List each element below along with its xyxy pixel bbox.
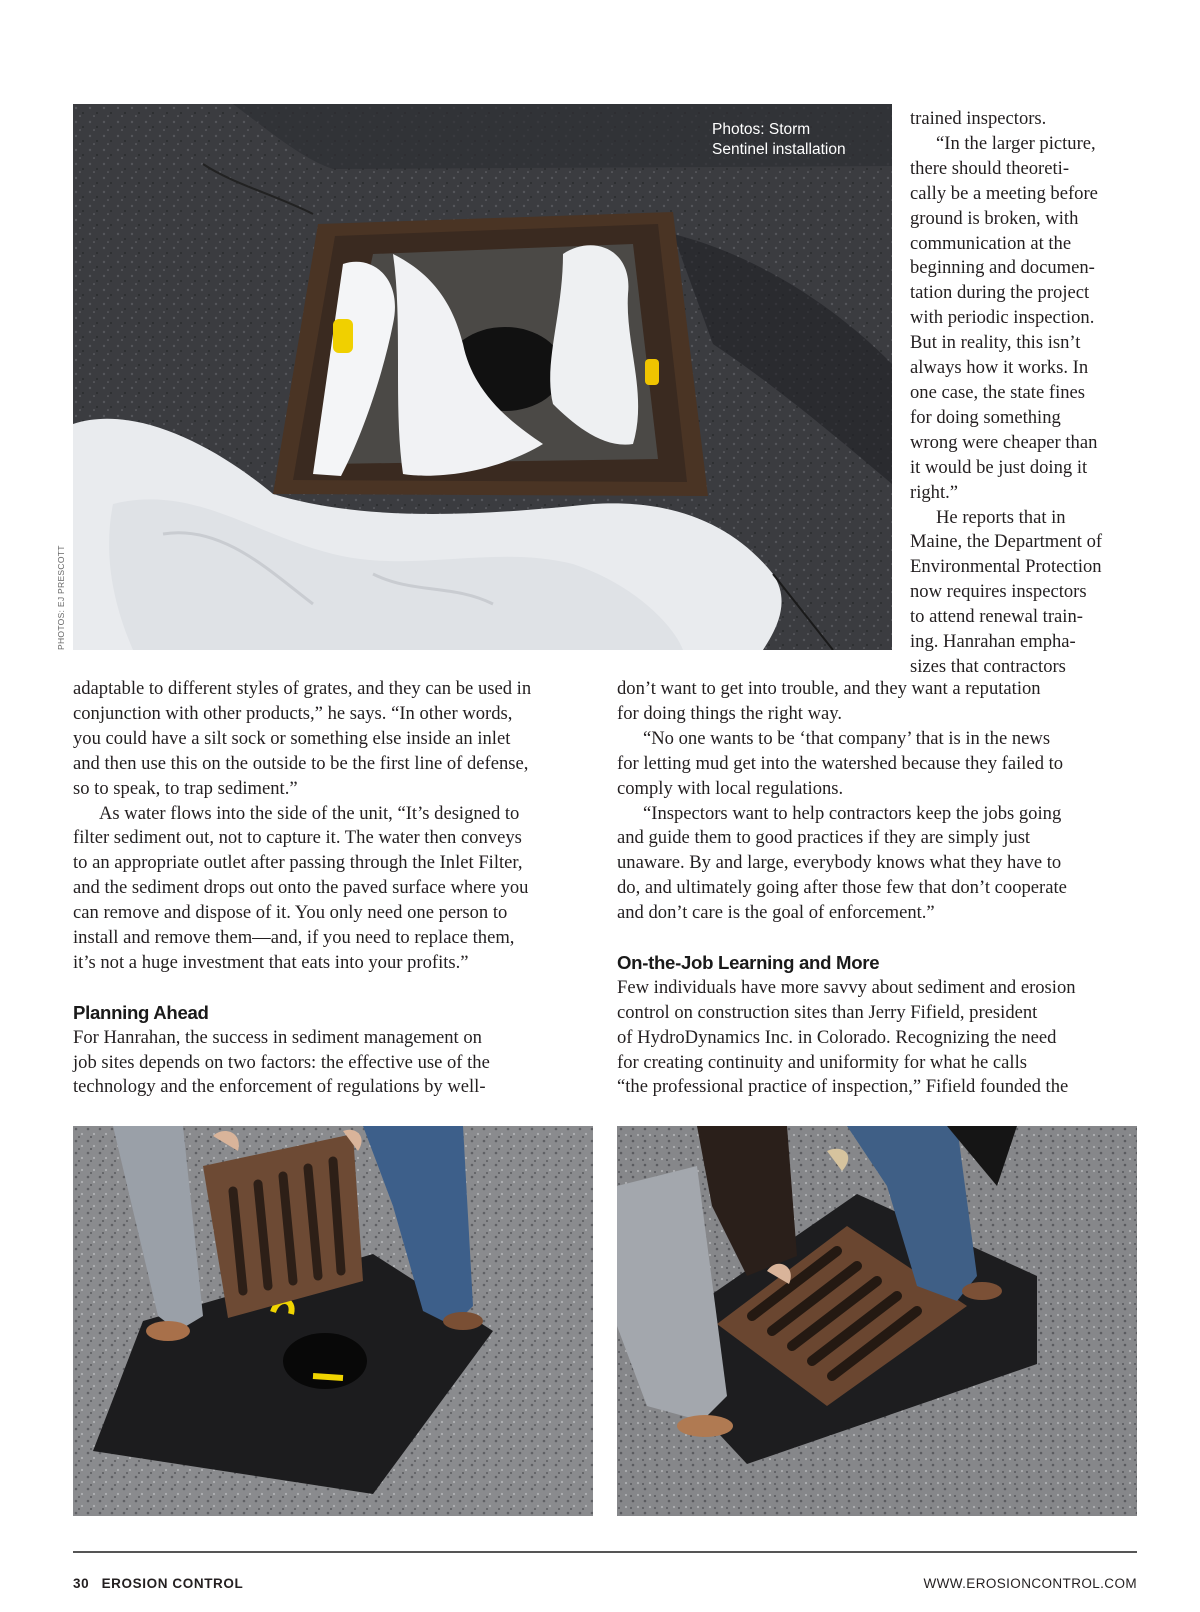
caption-line: Photos: Storm [712,121,811,138]
section-heading: On-the-Job Learning and More [617,951,880,973]
article-column-narrow [910,107,1142,680]
paragraph: As water flows into the side of the unit, “It’s designed to filter sediment out, not to capture it. The water then conveys to an appropriate outlet after passing through the Inlet Filter, and the sediment drops out onto the paved surface where you can remove and dispose of it. You only need one person to install and remove them—and, if you need to replace them, it’s not a huge investment that eats into your profits.” [73,802,529,973]
storm-drain-inlet-photo [73,104,892,650]
photo-caption [712,120,892,160]
paragraph: adaptable to different styles of grates, and they can be used in conjunction with other products,” he says. “In other words, you could have a silt sock or something else inside an inlet and then use this on the outside to be the first line of defense, so to speak, to trap sediment.” [73,678,532,799]
article-column-right [617,677,1142,1100]
section-heading: Planning Ahead [73,1001,209,1023]
paragraph: For Hanrahan, the success in sediment management on job sites depends on two factors: the effective use of the technology and the enforcement of regulations by well- [73,1026,490,1098]
paragraph: “No one wants to be ‘that company’ that is in the news for letting mud get into the watershed because they failed to comply with local regulations. [617,727,1064,799]
paragraph: trained inspectors. [910,108,1047,129]
paragraph: “Inspectors want to help contractors keep the jobs going and guide them to good practices if they are simply just unaware. By and large, everybody knows what they have to do, and ultimately going after those few that don’t cooperate and don’t care is the goal of enforcement.” [617,802,1067,924]
paragraph: He reports that in Maine, the Department of Environmental Protection now requires inspectors to attend renewal train- ing. Hanrahan empha- sizes that contractors [910,506,1103,677]
paragraph: “In the larger picture, there should theoreti- cally be a meeting before ground is broken, with communication at the beginning and documen- tation during the project with periodic inspection. But in reality, this isn’t always how it works. In one case, the state fines for doing something wrong were cheaper than it would be just doing it right.” [910,132,1098,503]
caption-line: Sentinel installation [712,141,846,158]
footer-url: WWW.EROSIONCONTROL.COM [923,1576,1137,1591]
photo-credit: PHOTOS: EJ PRESCOTT [56,545,66,650]
magazine-name: EROSION CONTROL [101,1576,244,1591]
grate-lifted-photo [73,1126,593,1516]
paragraph: don’t want to get into trouble, and they want a reputation for doing things the right way. [617,678,1041,724]
footer-rule [73,1551,1137,1553]
paragraph: Few individuals have more savvy about sediment and erosion control on construction sites than Jerry Fifield, president of HydroDynamics Inc. in Colorado. Recognizing the need for creating continuity and uniformity for what he calls “the professional practice of inspection,” Fifield founded the [617,976,1076,1098]
footer-folio [73,1576,243,1591]
page-number: 30 [73,1576,90,1591]
grate-placed-photo [617,1126,1137,1516]
article-column-left [73,677,593,1100]
